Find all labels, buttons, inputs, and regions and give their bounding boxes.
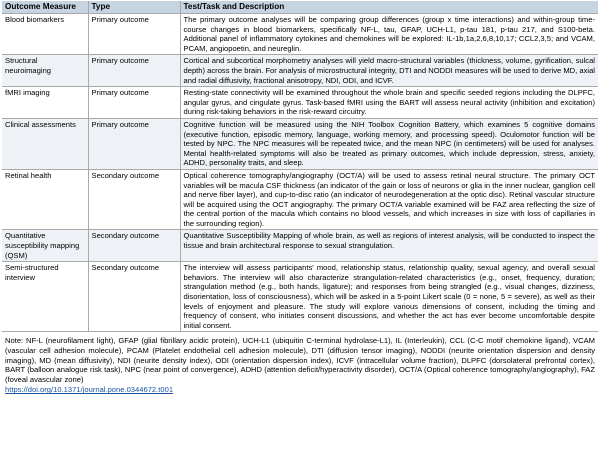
type-cell: Primary outcome	[88, 87, 180, 119]
outcome-measure-cell: Structural neuroimaging	[2, 55, 88, 87]
description-cell: Resting-state connectivity will be examined throughout the whole brain and specific seeded regions including the DLPFC, angular gyrus, and cingulate gyrus. Task-based fMRI using the BART will assess neural activity (inhibition and excitation) during risk-taking behaviors in the risk-reward circuitry.	[180, 87, 598, 119]
description-cell: The interview will assess participants' mood, relationship status, relationship quality, sexual agency, and overall sexual behaviors. The interview will also characterize strangulation-related characteristics (e.g., onset, frequency, duration; strangulation method (e.g., both hands, ligature); and responses from being strangled (e.g., visual changes, dizziness, disorientation, loss of consciousness), which will be asked in a 5-point Likert scale (0 = none, 5 = severe), as well as their levels of enjoyment and pleasure. The study will explore various dimensions of consent, including the timing and frequency of consent, who initiates consent discussions, and whether the act has ever become uncomfortable despite initial consent.	[180, 262, 598, 332]
header-description: Test/Task and Description	[180, 1, 598, 14]
type-cell: Secondary outcome	[88, 230, 180, 262]
outcome-measure-cell: Clinical assessments	[2, 118, 88, 169]
table-row	[2, 169, 598, 230]
outcome-measure-cell: Quantitative susceptibility mapping (QSM)	[2, 230, 88, 262]
outcome-measure-cell: Blood biomarkers	[2, 14, 88, 55]
table-row	[2, 87, 598, 119]
description-cell: The primary outcome analyses will be comparing group differences (group x time interactions) and within-group time-course changes in blood biomarkers, specifically NF-L, tau, GFAP, UCH-L1, p-tau 181, p-tau 217, and S100-beta. Additional panel of inflammatory cytokines and chemokines will be explored: IL-1b,1a,2,6,8,10,17; CCL2,3,5; and VCAM, PCAM, angiopoetin, and neureglin.	[180, 14, 598, 55]
table-row	[2, 262, 598, 332]
outcome-measure-cell: Retinal health	[2, 169, 88, 230]
type-cell: Primary outcome	[88, 14, 180, 55]
header-type: Type	[88, 1, 180, 14]
type-cell: Primary outcome	[88, 118, 180, 169]
type-cell: Secondary outcome	[88, 262, 180, 332]
table-container	[2, 1, 598, 395]
outcome-measure-cell: fMRI imaging	[2, 87, 88, 119]
table-footnote: Note: NF-L (neurofilament light), GFAP (glial fibrillary acidic protein), UCH-L1 (ubiquitin C-terminal hydrolase-L1), IL (Interleukin), CCL (C-C motif chemokine ligand), VCAM (vascular cell adhesion molecule), PCAM (Platelet endothelial cell adhesion molecule), DTI (diffusion tensor imaging), NODDI (neurite orientation dispersion and density imaging), MD (mean diffusivity), NDI (neurite density index), ODI (orientation dispersion index), ICVF (intracellular volume fraction), DLPFC (dorsolateral prefrontal cortex), BART (balloon analogue risk task), NPC (near point of convergence), ADHD (attention deficit/hyperactivity disorder), OCT/A (Optical coherence tomography/angiography), FAZ (foveal avascular zone)	[5, 336, 595, 384]
description-cell: Cognitive function will be measured using the NIH Toolbox Cognition Battery, which examines 5 cognitive domains (executive function, episodic memory, language, working memory, and processing speed). Oculomotor function will be tested by NPC. The NPC measures will be repeated twice, and the mean NPC (in centimeters) will be used for analyses. Mental health-related symptoms will also be treated as primary outcomes, which include depression, stress, anxiety, ADHD, personality traits, and sleep.	[180, 118, 598, 169]
description-cell: Optical coherence tomography/angiography (OCT/A) will be used to assess retinal neural structure. The primary OCT variables will be macula CSF thickness (an indicator of the gain or loss of neurons or glia in the inner nuclear, ganglion cell and nerve fiber layer), and cup-to-disc ratio (an indicator of neurodegeneration at the optic disc). Retinal vascular structure will be acquired using the OCT angiography. The primary OCT/A variable examined will be FAZ area reflecting the size of the central portion of the macula which contains no blood vessels, and which increases in size with loss of capillaries in the surrounding region).	[180, 169, 598, 230]
outcome-measures-table	[2, 1, 598, 332]
description-cell: Quantitative Susceptibility Mapping of whole brain, as well as regions of interest analysis, will be conducted to inspect the tissue and brain architectural response to sexual strangulation.	[180, 230, 598, 262]
table-row	[2, 55, 598, 87]
type-cell: Secondary outcome	[88, 169, 180, 230]
description-cell: Cortical and subcortical morphometry analyses will yield macro-structural variables (thickness, volume, gyrification, sulcal depth) across the brain. For analysis of microstructural integrity, DTI and NODDI measures will be used to derive MD, axial and radial diffusivity, fractional anisotropy, NDI, ODI, and ICVF.	[180, 55, 598, 87]
table-row	[2, 14, 598, 55]
table-row	[2, 118, 598, 169]
header-outcome-measure: Outcome Measure	[2, 1, 88, 14]
type-cell: Primary outcome	[88, 55, 180, 87]
table-row	[2, 230, 598, 262]
outcome-measure-cell: Semi-structured interview	[2, 262, 88, 332]
table-header-row	[2, 1, 598, 14]
doi-link[interactable]: https://doi.org/10.1371/journal.pone.0344672.t001	[5, 385, 174, 395]
